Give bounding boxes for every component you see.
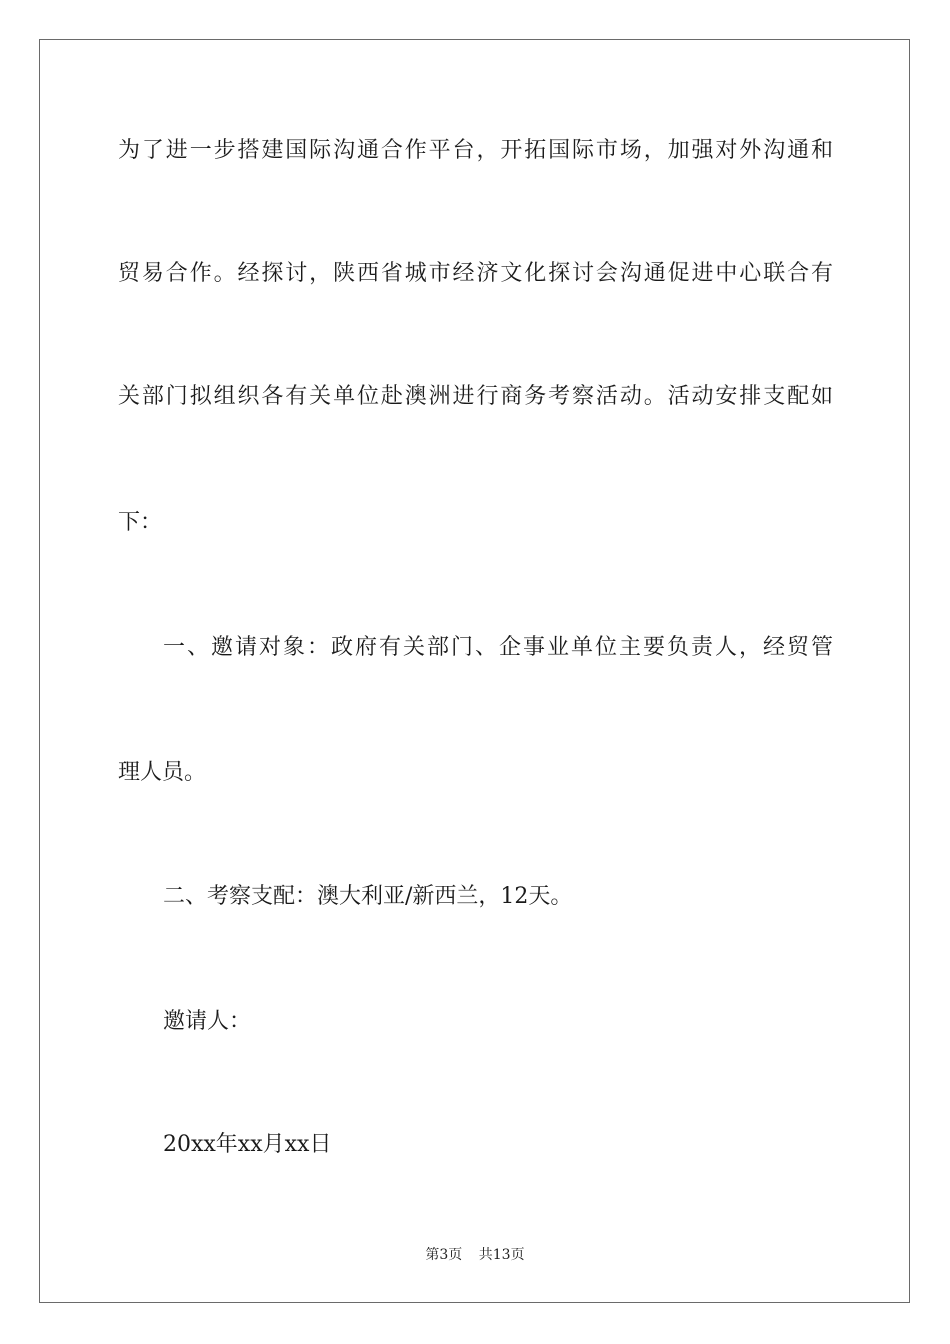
inviter-label: 邀请人： [163, 1009, 252, 1034]
itinerary-section: 二、考察支配：澳大利亚/新西兰，12天。 [163, 884, 573, 909]
page-total: 共13页 [478, 1247, 525, 1263]
page-number: 第3页 [425, 1247, 463, 1263]
page-footer [0, 1246, 950, 1264]
date-line: 20xx年xx月xx日 [163, 1132, 332, 1157]
invitee-section-line-2: 理人员。 [118, 760, 207, 785]
body-paragraph-line-4: 下： [118, 510, 163, 535]
invitee-section-line-1: 一、邀请对象：政府有关部门、企事业单位主要负责人，经贸管 [163, 635, 833, 660]
body-paragraph-line-1: 为了进一步搭建国际沟通合作平台，开拓国际市场，加强对外沟通和 [118, 138, 833, 163]
body-paragraph-line-3: 关部门拟组织各有关单位赴澳洲进行商务考察活动。活动安排支配如 [118, 384, 833, 409]
page-border [39, 39, 910, 1303]
body-paragraph-line-2: 贸易合作。经探讨，陕西省城市经济文化探讨会沟通促进中心联合有 [118, 261, 833, 286]
